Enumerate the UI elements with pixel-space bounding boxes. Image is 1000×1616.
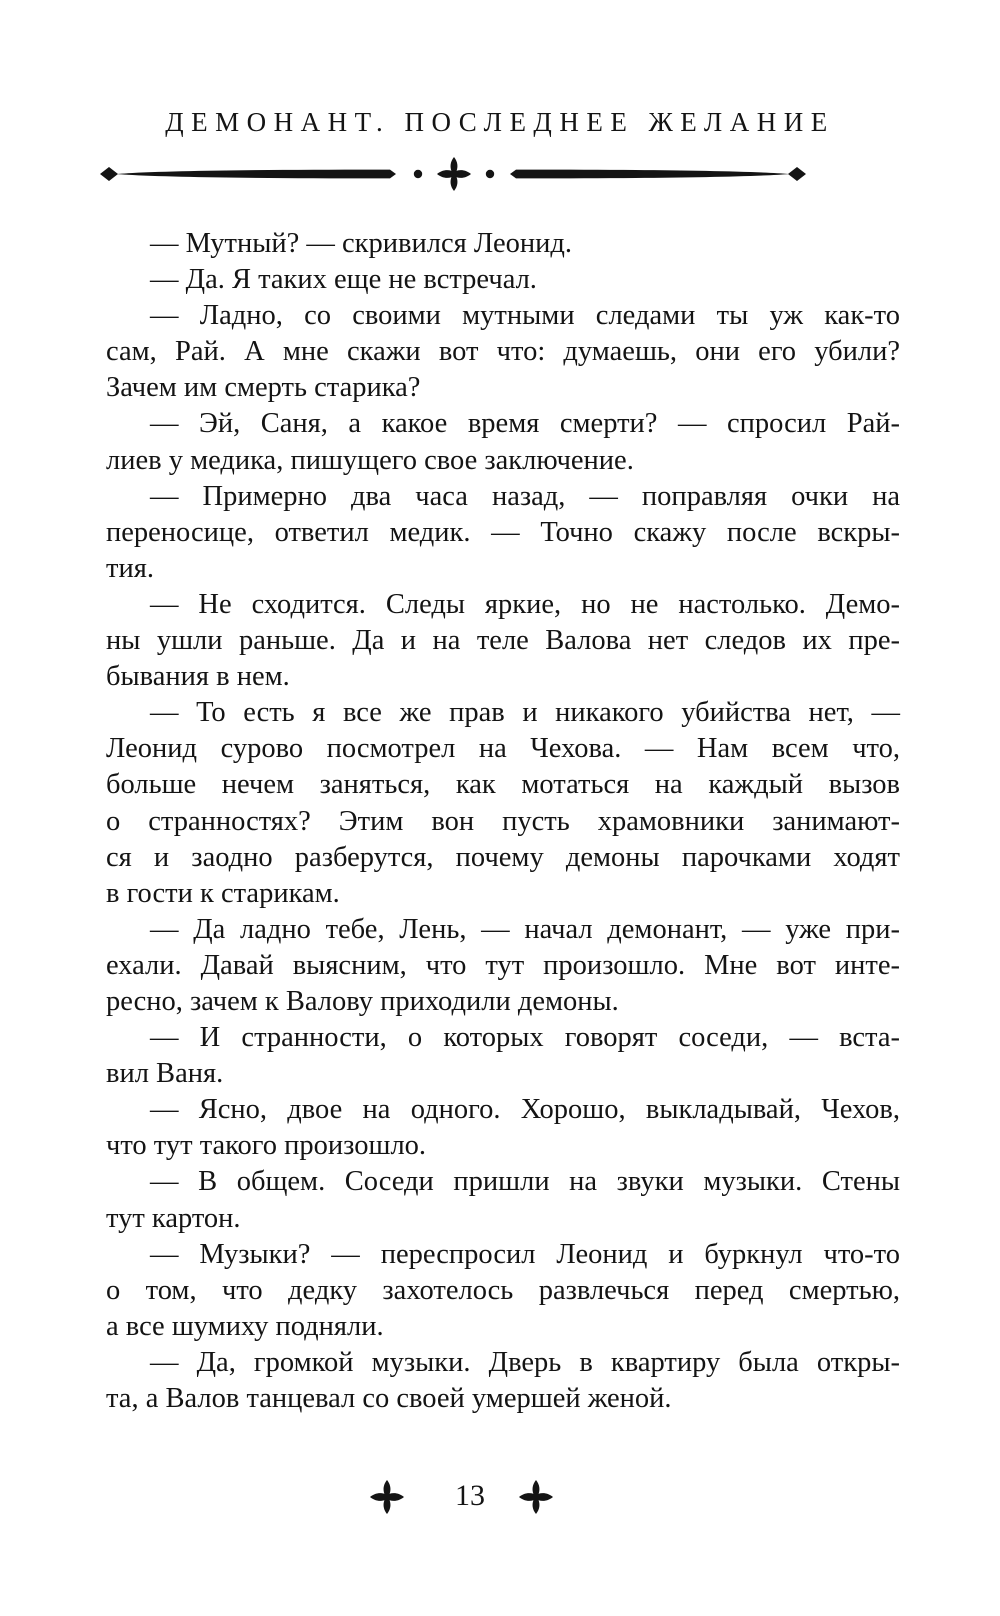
text-line: Леонид сурово посмотрел на Чехова. — Нам всем что,	[106, 733, 900, 765]
text-line: больше нечем заняться, как мотаться на каждый вызов	[106, 769, 900, 801]
text-line: — Примерно два часа назад, — поправляя очки на	[150, 480, 900, 512]
text-line: о странностях? Этим вон пусть храмовники занимают-	[106, 805, 900, 837]
text-line: переносице, ответил медик. — Точно скажу после вскры-	[106, 516, 900, 548]
text-line: — Не сходится. Следы яркие, но не настолько. Демо-	[150, 588, 900, 620]
text-line: о том, что дедку захотелось развлечься перед смертью,	[106, 1274, 900, 1306]
text-line: — То есть я все же прав и никакого убийства нет, —	[150, 697, 900, 729]
text-line: ся и заодно разберутся, почему демоны парочками ходят	[106, 841, 900, 873]
text-line: вил Ваня.	[106, 1058, 224, 1090]
text-line: — Да ладно тебе, Лень, — начал демонант, — уже при-	[150, 913, 900, 945]
text-line: — Эй, Саня, а какое время смерти? — спросил Рай-	[150, 408, 900, 440]
text-line: а все шумиху подняли.	[106, 1310, 384, 1342]
text-line: что тут такого произошло.	[106, 1130, 427, 1162]
text-line: — Да, громкой музыки. Дверь в квартиру была откры-	[150, 1346, 900, 1378]
text-line: — Да. Я таких еще не встречал.	[150, 264, 537, 296]
text-line: Зачем им смерть старика?	[106, 372, 421, 404]
text-line: ны ушли раньше. Да и на теле Валова нет следов их пре-	[106, 625, 900, 657]
flourish-divider-icon	[100, 154, 900, 194]
text-line: ехали. Давай выясним, что тут произошло. Мне вот инте-	[106, 949, 900, 981]
text-line: лиев у медика, пишущего свое заключение.	[106, 444, 634, 476]
text-line: — И странности, о которых говорят соседи, — вста-	[150, 1022, 900, 1054]
text-line: в гости к старикам.	[106, 877, 340, 909]
text-line: — Музыки? — переспросил Леонид и буркнул что-то	[150, 1238, 900, 1270]
text-line: тия.	[106, 552, 154, 584]
page-number: 13	[455, 1479, 485, 1512]
body-text	[106, 226, 900, 1417]
text-line: — Ясно, двое на одного. Хорошо, выкладывай, Чехов,	[150, 1094, 900, 1126]
text-line: та, а Валов танцевал со своей умершей женой.	[106, 1383, 672, 1414]
page-footer	[0, 1472, 1000, 1522]
text-line: ресно, зачем к Валову приходили демоны.	[106, 985, 619, 1017]
cross-pattee-icon	[519, 1480, 553, 1514]
running-title: ДЕМОНАНТ. ПОСЛЕДНЕЕ ЖЕЛАНИЕ	[165, 107, 835, 137]
text-line: — В общем. Соседи пришли на звуки музыки. Стены	[150, 1166, 900, 1198]
text-line: тут картон.	[106, 1202, 241, 1234]
text-line: — Ладно, со своими мутными следами ты уж как-то	[150, 300, 900, 332]
text-line: сам, Рай. А мне скажи вот что: думаешь, они его убили?	[106, 336, 900, 368]
text-line: бывания в нем.	[106, 661, 290, 693]
cross-pattee-icon	[370, 1480, 404, 1514]
text-line: — Мутный? — скривился Леонид.	[150, 228, 572, 259]
